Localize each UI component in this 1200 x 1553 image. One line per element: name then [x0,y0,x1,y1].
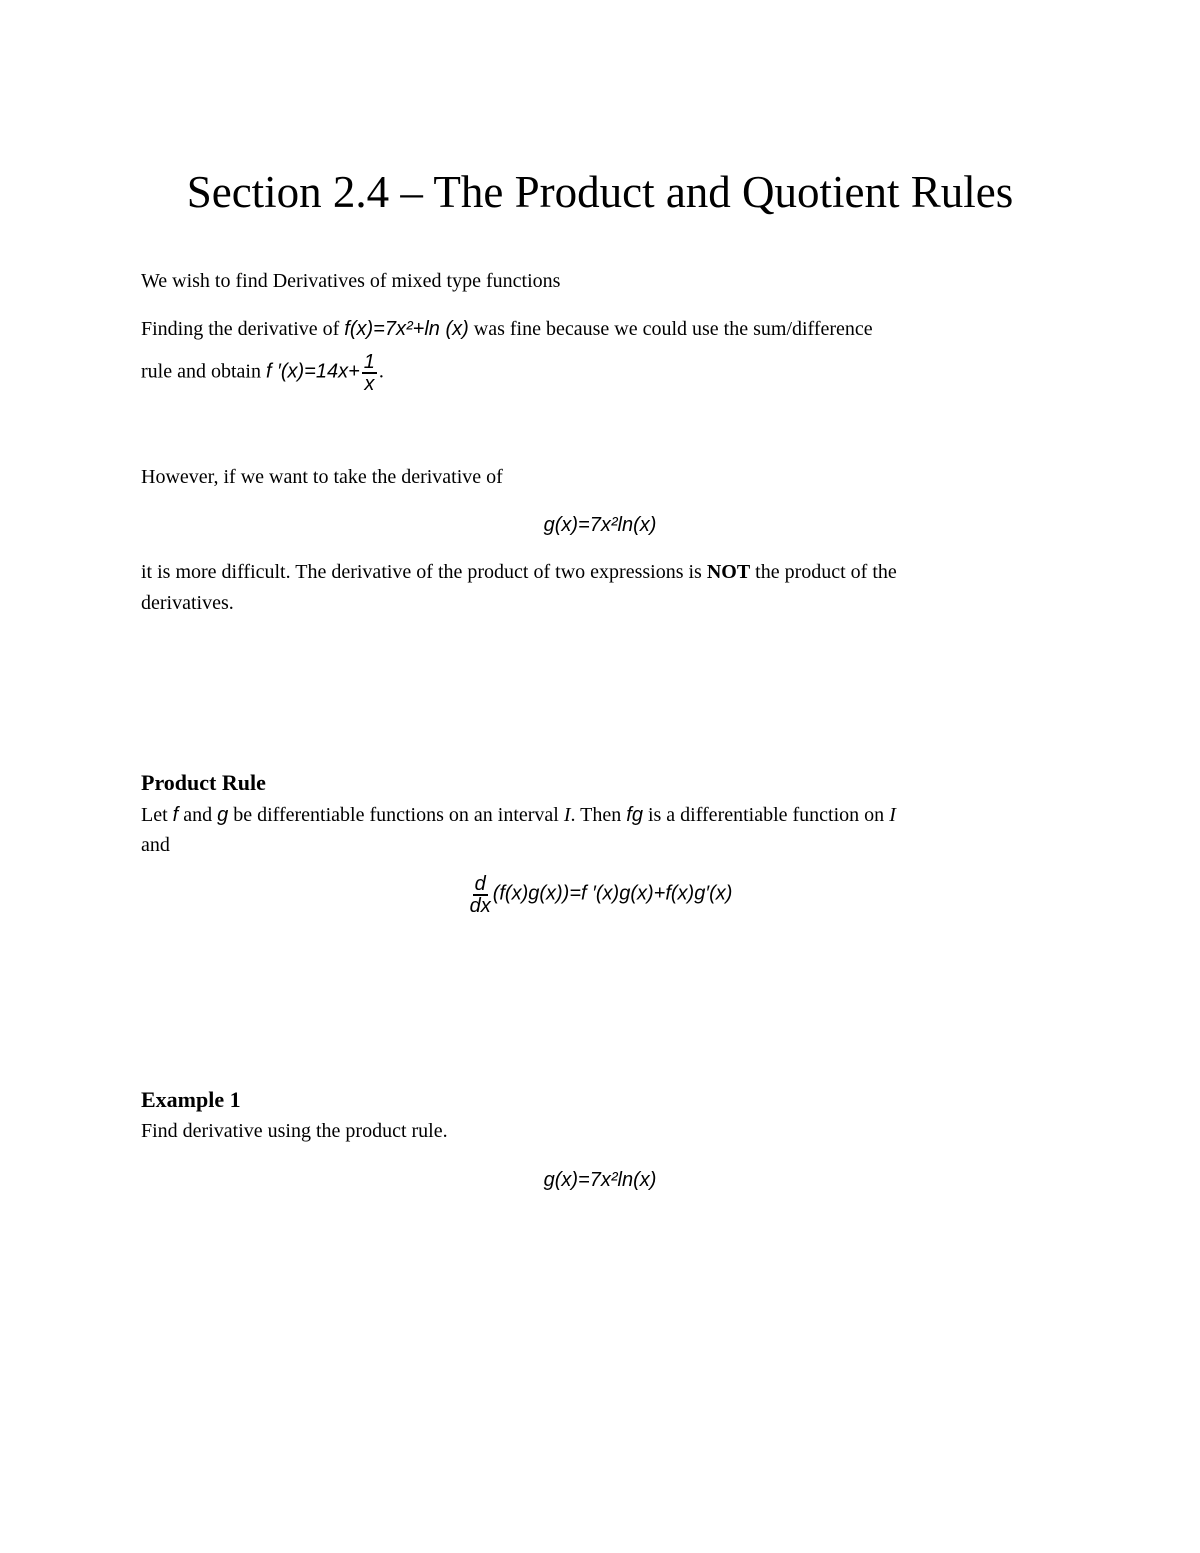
math-fprime: f ′(x)=14x+ [265,360,360,383]
text: Finding the derivative of [141,318,345,340]
math-f: f(x)=7x²+ln (x) [344,318,469,340]
text: . Then [570,804,627,826]
denominator: x [364,373,375,395]
math-f: f [172,804,179,826]
d-dx-fraction [470,874,491,916]
formula: (f(x)g(x))=f ′(x)g(x)+f(x)g′(x) [492,882,733,905]
text: it is more difficult. The derivative of the product of two expressions is [141,561,707,583]
product-rule-formula [0,874,1200,916]
math-fg: fg [626,804,643,826]
however-text: However, if we want to take the derivative of [141,466,503,488]
text: rule and obtain [141,360,266,383]
example-1-heading: Example 1 [141,1087,241,1112]
text: be differentiable functions on an interval [228,804,564,826]
example-1-text: Find derivative using the product rule. [141,1120,448,1142]
text: was fine because we could use the sum/difference [468,318,873,340]
emphasis-not: NOT [706,561,751,583]
math-I: I [563,804,571,826]
intro-text: We wish to find Derivatives of mixed type functions [141,270,561,292]
fraction-1-over-x [362,352,377,394]
paragraph-sum-rule-line2 [141,352,384,394]
numerator: 1 [363,351,375,373]
text: and [178,804,218,826]
product-rule-statement [141,804,896,827]
product-rule-heading: Product Rule [141,770,266,795]
math-g: g [217,804,229,826]
page-title: Section 2.4 – The Product and Quotient Rules [186,167,1014,217]
text: Let [141,804,173,826]
period: . [378,360,384,383]
difficulty-text [141,561,897,584]
text: is a differentiable function on [642,804,890,826]
paragraph-sum-rule-line1 [141,318,873,341]
example-1-equation: g(x)=7x²ln(x) [543,1169,657,1191]
numerator: d [474,873,486,895]
difficulty-text-cont: derivatives. [141,592,234,614]
denominator: dx [469,895,491,917]
math-I: I [889,804,896,826]
equation-g: g(x)=7x²ln(x) [543,514,657,536]
product-rule-and: and [141,834,170,856]
text: the product of the [750,561,897,583]
